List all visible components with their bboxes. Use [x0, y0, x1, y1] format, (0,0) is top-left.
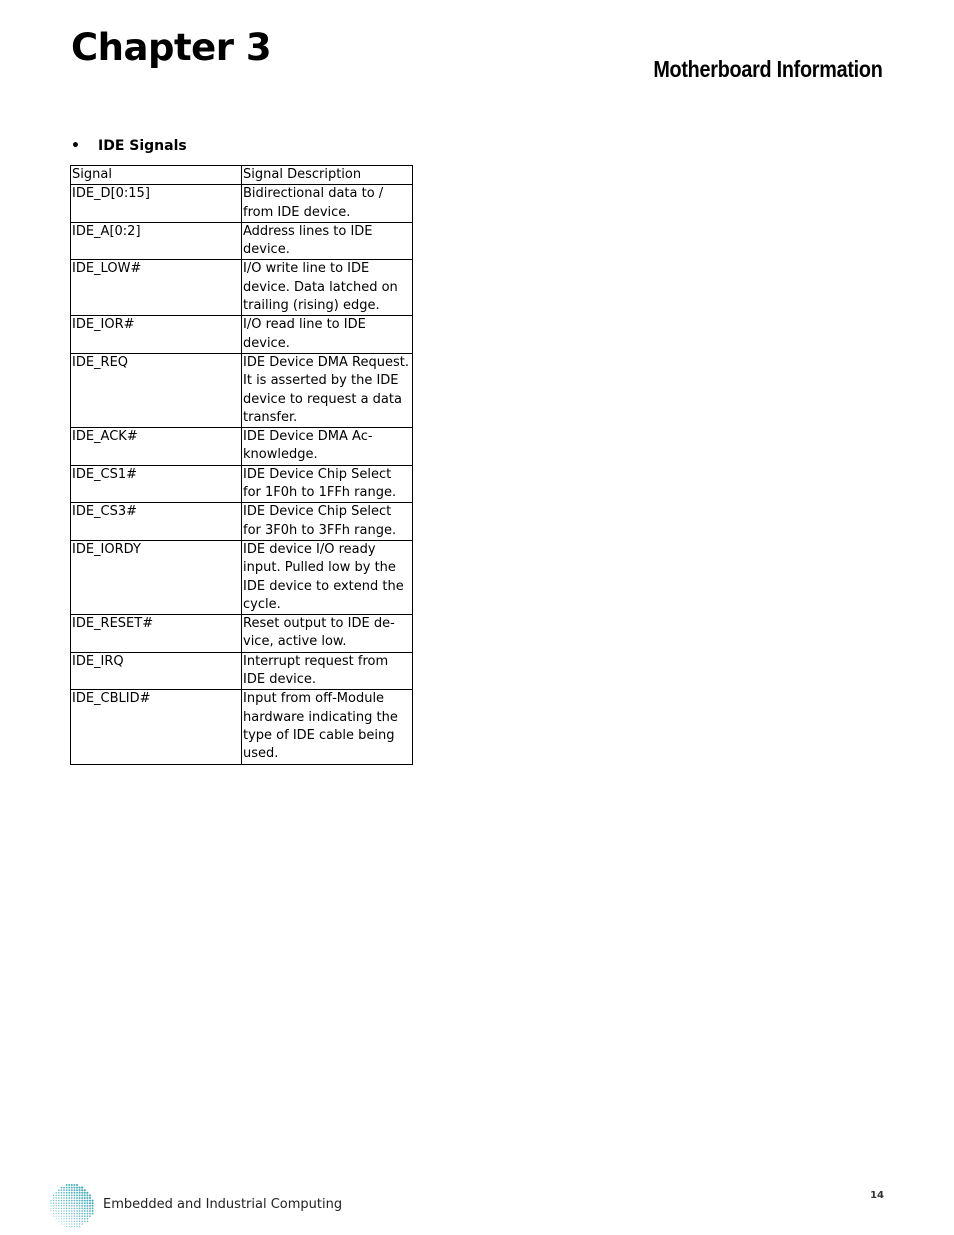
- heading-ide-signals: IDE Signals: [98, 138, 187, 154]
- signal-description-cell: Input from off-Module hardware indicating the type of IDE cable being used.: [242, 690, 413, 764]
- table-row: [71, 615, 413, 653]
- signal-name-cell: IDE_CS1#: [71, 465, 242, 503]
- signal-name-cell: IDE_LOW#: [71, 260, 242, 316]
- section-title: Motherboard Information: [653, 56, 883, 82]
- signal-description-cell: IDE Device Chip Select for 3F0h to 3FFh range.: [242, 503, 413, 541]
- table-body: [71, 185, 413, 764]
- signal-description-cell: I/O write line to IDE device. Data latched on trailing (rising) edge.: [242, 260, 413, 316]
- table-row: [71, 260, 413, 316]
- table-header-row: [71, 166, 413, 185]
- dotted-sphere-logo-icon: [49, 1183, 95, 1229]
- signal-name-cell: IDE_RESET#: [71, 615, 242, 653]
- signal-name-cell: IDE_IOR#: [71, 316, 242, 354]
- table-row: [71, 428, 413, 466]
- signal-name-cell: IDE_D[0:15]: [71, 185, 242, 223]
- signal-description-cell: I/O read line to IDE device.: [242, 316, 413, 354]
- ide-signals-table: [70, 165, 413, 765]
- bullet-heading: [71, 136, 187, 156]
- table-row: [71, 316, 413, 354]
- table-row: [71, 652, 413, 690]
- column-header-signal: Signal: [71, 166, 242, 185]
- table-row: [71, 353, 413, 427]
- signal-name-cell: IDE_IORDY: [71, 540, 242, 614]
- signal-description-cell: IDE Device DMA Ac-knowledge.: [242, 428, 413, 466]
- table-row: [71, 465, 413, 503]
- column-header-description: Signal Description: [242, 166, 413, 185]
- signal-name-cell: IDE_ACK#: [71, 428, 242, 466]
- signal-name-cell: IDE_A[0:2]: [71, 222, 242, 260]
- signal-name-cell: IDE_CBLID#: [71, 690, 242, 764]
- signal-name-cell: IDE_REQ: [71, 353, 242, 427]
- chapter-title: Chapter 3: [71, 26, 272, 69]
- page-number: 14: [870, 1190, 884, 1201]
- signal-description-cell: Reset output to IDE de-vice, active low.: [242, 615, 413, 653]
- table-row: [71, 222, 413, 260]
- signal-description-cell: IDE device I/O ready input. Pulled low by the IDE device to extend the cycle.: [242, 540, 413, 614]
- signal-description-cell: Interrupt request from IDE device.: [242, 652, 413, 690]
- signal-description-cell: Address lines to IDE device.: [242, 222, 413, 260]
- table-row: [71, 690, 413, 764]
- signal-name-cell: IDE_IRQ: [71, 652, 242, 690]
- table-row: [71, 540, 413, 614]
- bullet-dot: •: [71, 138, 80, 154]
- table-row: [71, 185, 413, 223]
- signal-description-cell: IDE Device Chip Select for 1F0h to 1FFh range.: [242, 465, 413, 503]
- footer-company-text: Embedded and Industrial Computing: [103, 1197, 343, 1212]
- table-row: [71, 503, 413, 541]
- signal-description-cell: Bidirectional data to / from IDE device.: [242, 185, 413, 223]
- signal-description-cell: IDE Device DMA Request. It is asserted by the IDE device to request a data transfer.: [242, 353, 413, 427]
- signal-name-cell: IDE_CS3#: [71, 503, 242, 541]
